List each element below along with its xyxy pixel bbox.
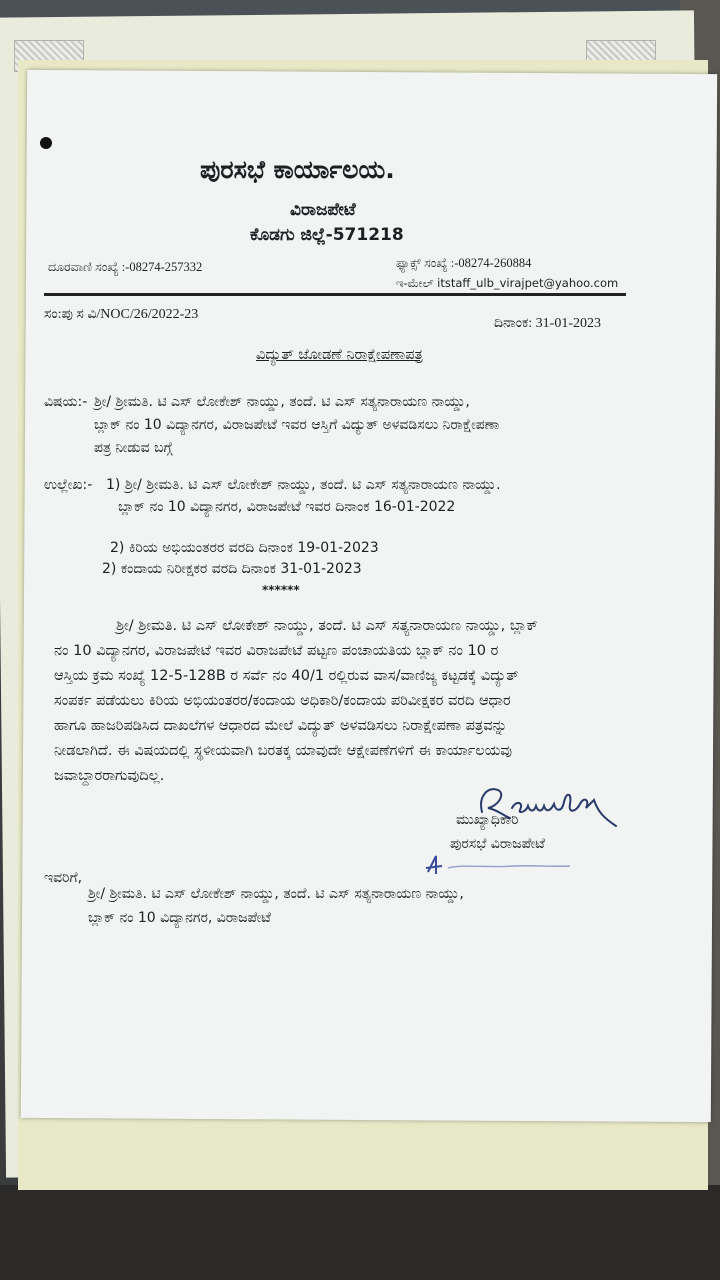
- reference-2: 2) ಕಿರಿಯ ಅಭಿಯಂತರರ ವರದಿ ದಿನಾಂಕ 19-01-2023: [110, 540, 379, 556]
- separator-stars: ******: [262, 583, 300, 597]
- body-line-3: ಆಸ್ತಿಯ ಕ್ರಮ ಸಂಖ್ಯೆ 12-5-128B ರ ಸರ್ವೆ ನಂ 40/1 ರಲ್ಲಿರುವ ವಾಸ/ವಾಣಿಜ್ಯ ಕಟ್ಟಡಕ್ಕೆ ವಿದ್ಯುತ್: [54, 668, 519, 684]
- email-address: ಇ-ಮೇಲ್ itstaff_ulb_virajpet@yahoo.com: [396, 276, 619, 290]
- body-line-6: ನೀಡಲಾಗಿದೆ. ಈ ವಿಷಯದಲ್ಲಿ ಸ್ಥಳೀಯವಾಗಿ ಬರತಕ್ಕ ಯಾವುದೇ ಆಕ್ಷೇಪಣೆಗಳಿಗೆ ಈ ಕಾರ್ಯಾಲಯವು: [54, 743, 513, 759]
- town-name: ವಿರಾಜಪೇಟೆ: [290, 200, 356, 220]
- body-line-1: ಶ್ರೀ/ ಶ್ರೀಮತಿ. ಟಿ ಎಸ್ ಲೋಕೇಶ್ ನಾಯ್ಡು, ತಂದೆ. ಟಿ ಎಸ್ ಸತ್ಯನಾರಾಯಣ ನಾಯ್ಡು, ಬ್ಲಾಕ್: [116, 618, 538, 634]
- body-paragraph: [54, 614, 688, 789]
- subject-line-1: ಶ್ರೀ/ ಶ್ರೀಮತಿ. ಟಿ ಎಸ್ ಲೋಕೇಶ್ ನಾಯ್ಡು, ತಂದೆ. ಟಿ ಎಸ್ ಸತ್ಯನಾರಾಯಣ ನಾಯ್ಡು,: [94, 394, 470, 410]
- district-line: ಕೊಡಗು ಜಿಲ್ಲೆ-571218: [250, 225, 404, 245]
- subject-line-2: ಬ್ಲಾಕ್ ನಂ 10 ವಿದ್ಯಾನಗರ, ವಿರಾಜಪೇಟೆ ಇವರ ಆಸ್ತಿಗೆ ವಿದ್ಯುತ್ ಅಳವಡಿಸಲು ನಿರಾಕ್ಷೇಪಣಾ: [94, 417, 500, 433]
- body-line-5: ಹಾಗೂ ಹಾಜರಿಪಡಿಸಿದ ದಾಖಲೆಗಳ ಆಧಾರದ ಮೇಲೆ ವಿದ್ಯುತ್ ಅಳವಡಿಸಲು ನಿರಾಕ್ಷೇಪಣಾ ಪತ್ರವನ್ನು: [54, 718, 508, 734]
- officer-designation: ಮುಖ್ಯಾಧಿಕಾರಿ: [456, 812, 519, 828]
- document-title: ವಿದ್ಯುತ್ ಜೋಡಣೆ ನಿರಾಕ್ಷೇಪಣಾಪತ್ರ: [256, 347, 423, 363]
- punch-hole: [40, 137, 52, 149]
- reference-3: 2) ಕಂದಾಯ ನಿರೀಕ್ಷಕರ ವರದಿ ದಿನಾಂಕ 31-01-2023: [102, 561, 362, 577]
- body-line-4: ಸಂಪರ್ಕ ಪಡೆಯಲು ಕಿರಿಯ ಅಭಿಯಂತರರ/ಕಂದಾಯ ಅಧಿಕಾರಿ/ಕಂದಾಯ ಪರಿವೀಕ್ಷಕರ ವರದಿ ಆಧಾರ: [54, 693, 511, 709]
- references-label: ಉಲ್ಲೇಖ:-: [44, 477, 93, 493]
- body-line-2: ನಂ 10 ವಿದ್ಯಾನಗರ, ವಿರಾಜಪೇಟೆ ಇವರ ವಿರಾಜಪೇಟೆ ಪಟ್ಟಣ ಪಂಚಾಯತಿಯ ಬ್ಲಾಕ್ ನಂ 10 ರ: [54, 643, 499, 659]
- body-line-7: ಜವಾಬ್ದಾರರಾಗುವುದಿಲ್ಲ.: [54, 768, 165, 784]
- reference-1-line-1: 1) ಶ್ರೀ/ ಶ್ರೀಮತಿ. ಟಿ ಎಸ್ ಲೋಕೇಶ್ ನಾಯ್ಡು, ತಂದೆ. ಟಿ ಎಸ್ ಸತ್ಯನಾರಾಯಣ ನಾಯ್ಡು.: [106, 477, 501, 493]
- header-rule: [44, 293, 626, 296]
- background-bottom: [0, 1185, 720, 1280]
- org-name: ಪುರಸಭೆ ಕಾರ್ಯಾಲಯ.: [200, 155, 395, 184]
- subject-line-3: ಪತ್ರ ನೀಡುವ ಬಗ್ಗೆ: [94, 440, 173, 456]
- reference-number: ಸಂ:ಪು ಸ ವಿ/NOC/26/2022-23: [44, 307, 199, 322]
- reference-1-line-2: ಬ್ಲಾಕ್ ನಂ 10 ವಿದ್ಯಾನಗರ, ವಿರಾಜಪೇಟೆ ಇವರ ದಿನಾಂಕ 16-01-2022: [118, 499, 456, 515]
- officer-office: ಪುರಸಭೆ ವಿರಾಜಪೇಟೆ: [450, 836, 545, 852]
- fax-number: ಫ್ಯಾಕ್ಸ್ ಸಂಖ್ಯೆ :-08274-260884: [396, 256, 532, 270]
- addressee-line-2: ಬ್ಲಾಕ್ ನಂ 10 ವಿದ್ಯಾನಗರ, ವಿರಾಜಪೇಟೆ: [88, 910, 271, 926]
- letter-date: ದಿನಾಂಕ: 31-01-2023: [494, 316, 601, 331]
- office-stamp-mark: [424, 846, 574, 880]
- addressee-label: ಇವರಿಗೆ,: [44, 870, 83, 886]
- phone-number: ದೂರವಾಣಿ ಸಂಖ್ಯೆ :-08274-257332: [48, 260, 203, 274]
- addressee-line-1: ಶ್ರೀ/ ಶ್ರೀಮತಿ. ಟಿ ಎಸ್ ಲೋಕೇಶ್ ನಾಯ್ಡು, ತಂದೆ. ಟಿ ಎಸ್ ಸತ್ಯನಾರಾಯಣ ನಾಯ್ಡು,: [88, 886, 464, 902]
- subject-label: ವಿಷಯ:-: [44, 394, 88, 410]
